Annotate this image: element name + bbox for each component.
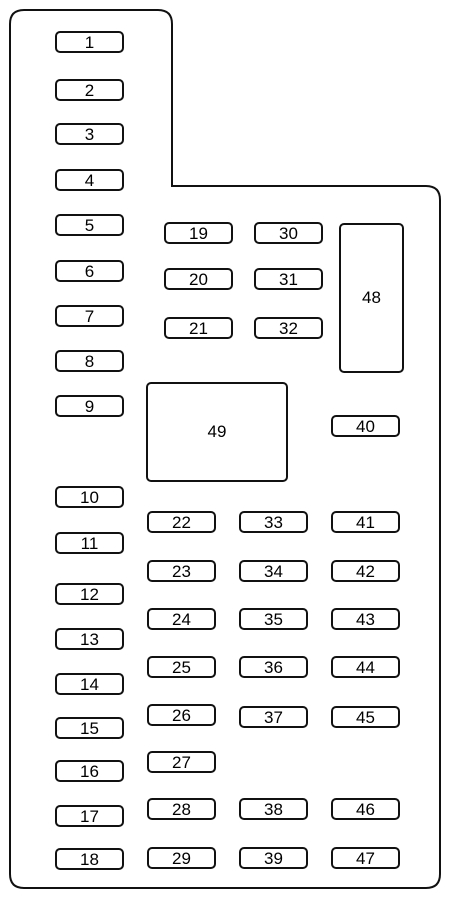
fuse-16: 16 <box>55 760 124 782</box>
fuse-20: 20 <box>164 268 233 290</box>
fuse-22: 22 <box>147 511 216 533</box>
fuse-30: 30 <box>254 222 323 244</box>
fuse-46: 46 <box>331 798 400 820</box>
fuse-45: 45 <box>331 706 400 728</box>
fuse-26: 26 <box>147 704 216 726</box>
fuse-8: 8 <box>55 350 124 372</box>
fuse-42: 42 <box>331 560 400 582</box>
relay-48: 48 <box>339 223 404 373</box>
fuse-39: 39 <box>239 847 308 869</box>
fuse-17: 17 <box>55 805 124 827</box>
fuse-41: 41 <box>331 511 400 533</box>
fuse-18: 18 <box>55 848 124 870</box>
fuse-35: 35 <box>239 608 308 630</box>
fuse-25: 25 <box>147 656 216 678</box>
fuse-10: 10 <box>55 486 124 508</box>
fuse-4: 4 <box>55 169 124 191</box>
fuse-14: 14 <box>55 673 124 695</box>
fuse-15: 15 <box>55 717 124 739</box>
fuse-27: 27 <box>147 751 216 773</box>
fuse-1: 1 <box>55 31 124 53</box>
fuse-36: 36 <box>239 656 308 678</box>
fuse-43: 43 <box>331 608 400 630</box>
fuse-34: 34 <box>239 560 308 582</box>
fuse-9: 9 <box>55 395 124 417</box>
fuse-28: 28 <box>147 798 216 820</box>
fuse-24: 24 <box>147 608 216 630</box>
fuse-40: 40 <box>331 415 400 437</box>
fuse-44: 44 <box>331 656 400 678</box>
fuse-32: 32 <box>254 317 323 339</box>
fuse-37: 37 <box>239 706 308 728</box>
fuse-29: 29 <box>147 847 216 869</box>
fuse-31: 31 <box>254 268 323 290</box>
fuse-11: 11 <box>55 532 124 554</box>
relay-49: 49 <box>146 382 288 482</box>
fuse-19: 19 <box>164 222 233 244</box>
fuse-12: 12 <box>55 583 124 605</box>
fuse-21: 21 <box>164 317 233 339</box>
fuse-33: 33 <box>239 511 308 533</box>
fuse-5: 5 <box>55 214 124 236</box>
fuse-47: 47 <box>331 847 400 869</box>
fuse-3: 3 <box>55 123 124 145</box>
fuse-2: 2 <box>55 79 124 101</box>
fuse-23: 23 <box>147 560 216 582</box>
fuse-13: 13 <box>55 628 124 650</box>
fuse-7: 7 <box>55 305 124 327</box>
fuse-6: 6 <box>55 260 124 282</box>
fuse-38: 38 <box>239 798 308 820</box>
